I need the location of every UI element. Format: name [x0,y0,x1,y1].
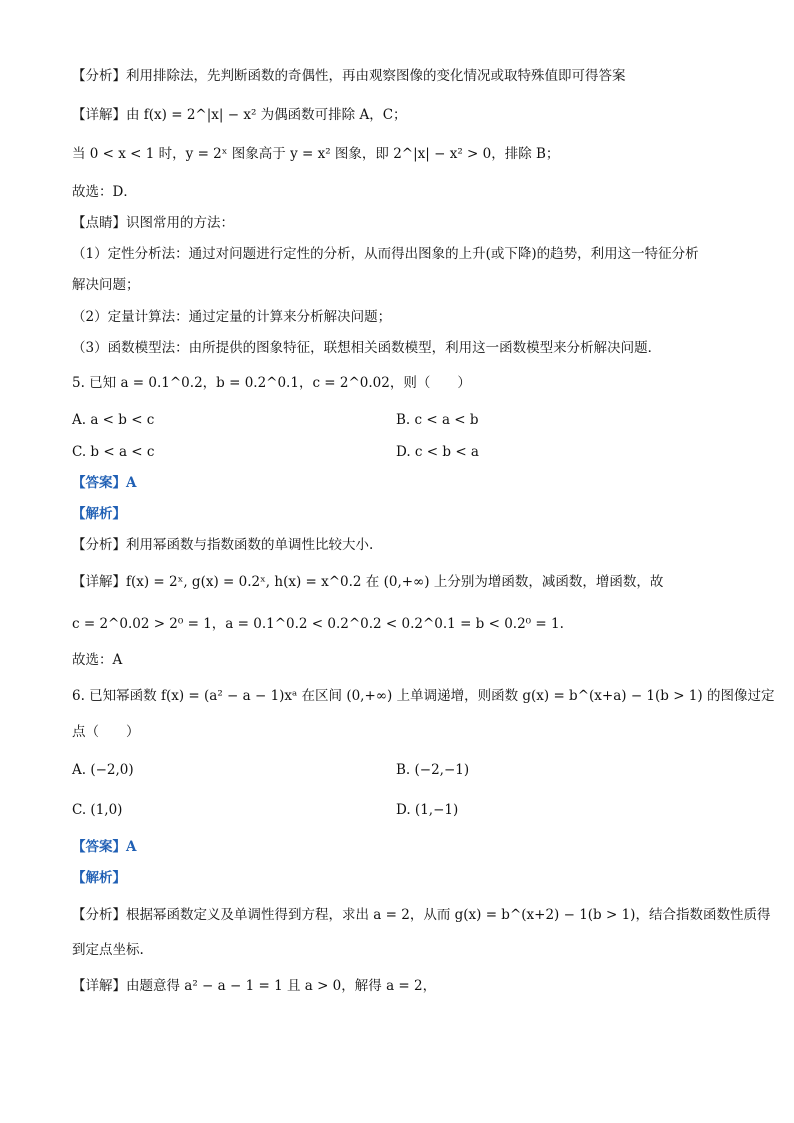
q6-stem-cont: 点（ ） [72,724,140,740]
detail-line: 当 0 < x < 1 时，y = 2ˣ 图象高于 y = x² 图象，即 2^|x| − x² > 0，排除 B； [72,146,560,162]
q5-analysis: 【分析】利用幂函数与指数函数的单调性比较大小. [72,537,374,553]
q5-detail: 【详解】f(x) = 2ˣ, g(x) = 0.2ˣ, h(x) = x^0.2 在 (0,+∞) 上分别为增函数，减函数，增函数，故 [72,574,664,590]
tip-item-2: （2）定量计算法：通过定量的计算来分析解决问题； [72,309,392,325]
tip-heading: 【点睛】识图常用的方法： [72,215,234,231]
q5-option-d: D. c < b < a [396,444,479,460]
q5-option-a: A. a < b < c [72,412,155,428]
analysis-line: 【分析】利用排除法，先判断函数的奇偶性，再由观察图像的变化情况或取特殊值即可得答案 [72,68,626,84]
q6-analysis: 【分析】根据幂函数定义及单调性得到方程，求出 a = 2，从而 g(x) = b^(x+2) − 1(b > 1)，结合指数函数性质得 [72,907,771,923]
q6-stem: 6. 已知幂函数 f(x) = (a² − a − 1)xᵃ 在区间 (0,+∞) 上单调递增，则函数 g(x) = b^(x+a) − 1(b > 1) 的图像过定 [72,688,775,704]
q6-answer: 【答案】A [72,839,137,855]
detail-line: 【详解】由 f(x) = 2^|x| − x² 为偶函数可排除 A，C； [72,107,407,123]
q6-option-d: D. (1,−1) [396,802,459,818]
q5-answer: 【答案】A [72,475,137,491]
q6-detail: 【详解】由题意得 a² − a − 1 = 1 且 a > 0，解得 a = 2， [72,978,437,994]
q5-choice: 故选：A [72,652,123,668]
q5-option-c: C. b < a < c [72,444,155,460]
tip-item-1-cont: 解决问题； [72,277,140,293]
choice-line: 故选：D． [72,184,137,200]
tip-item-3: （3）函数模型法：由所提供的图象特征，联想相关函数模型，利用这一函数模型来分析解决问题． [72,340,662,356]
q6-option-b: B. (−2,−1) [396,762,470,778]
q6-analysis-cont: 到定点坐标. [72,942,144,958]
q5-solution-heading: 【解析】 [72,506,126,522]
q5-stem: 5. 已知 a = 0.1^0.2，b = 0.2^0.1，c = 2^0.02，则（ ） [72,375,471,391]
q6-option-c: C. (1,0) [72,802,123,818]
q6-solution-heading: 【解析】 [72,870,126,886]
q6-option-a: A. (−2,0) [72,762,134,778]
q5-calculation: c = 2^0.02 > 2⁰ = 1，a = 0.1^0.2 < 0.2^0.2 < 0.2^0.1 = b < 0.2⁰ = 1. [72,616,564,632]
tip-item-1: （1）定性分析法：通过对问题进行定性的分析，从而得出图象的上升(或下降)的趋势，利用这一特征分析 [72,246,699,262]
q5-option-b: B. c < a < b [396,412,479,428]
